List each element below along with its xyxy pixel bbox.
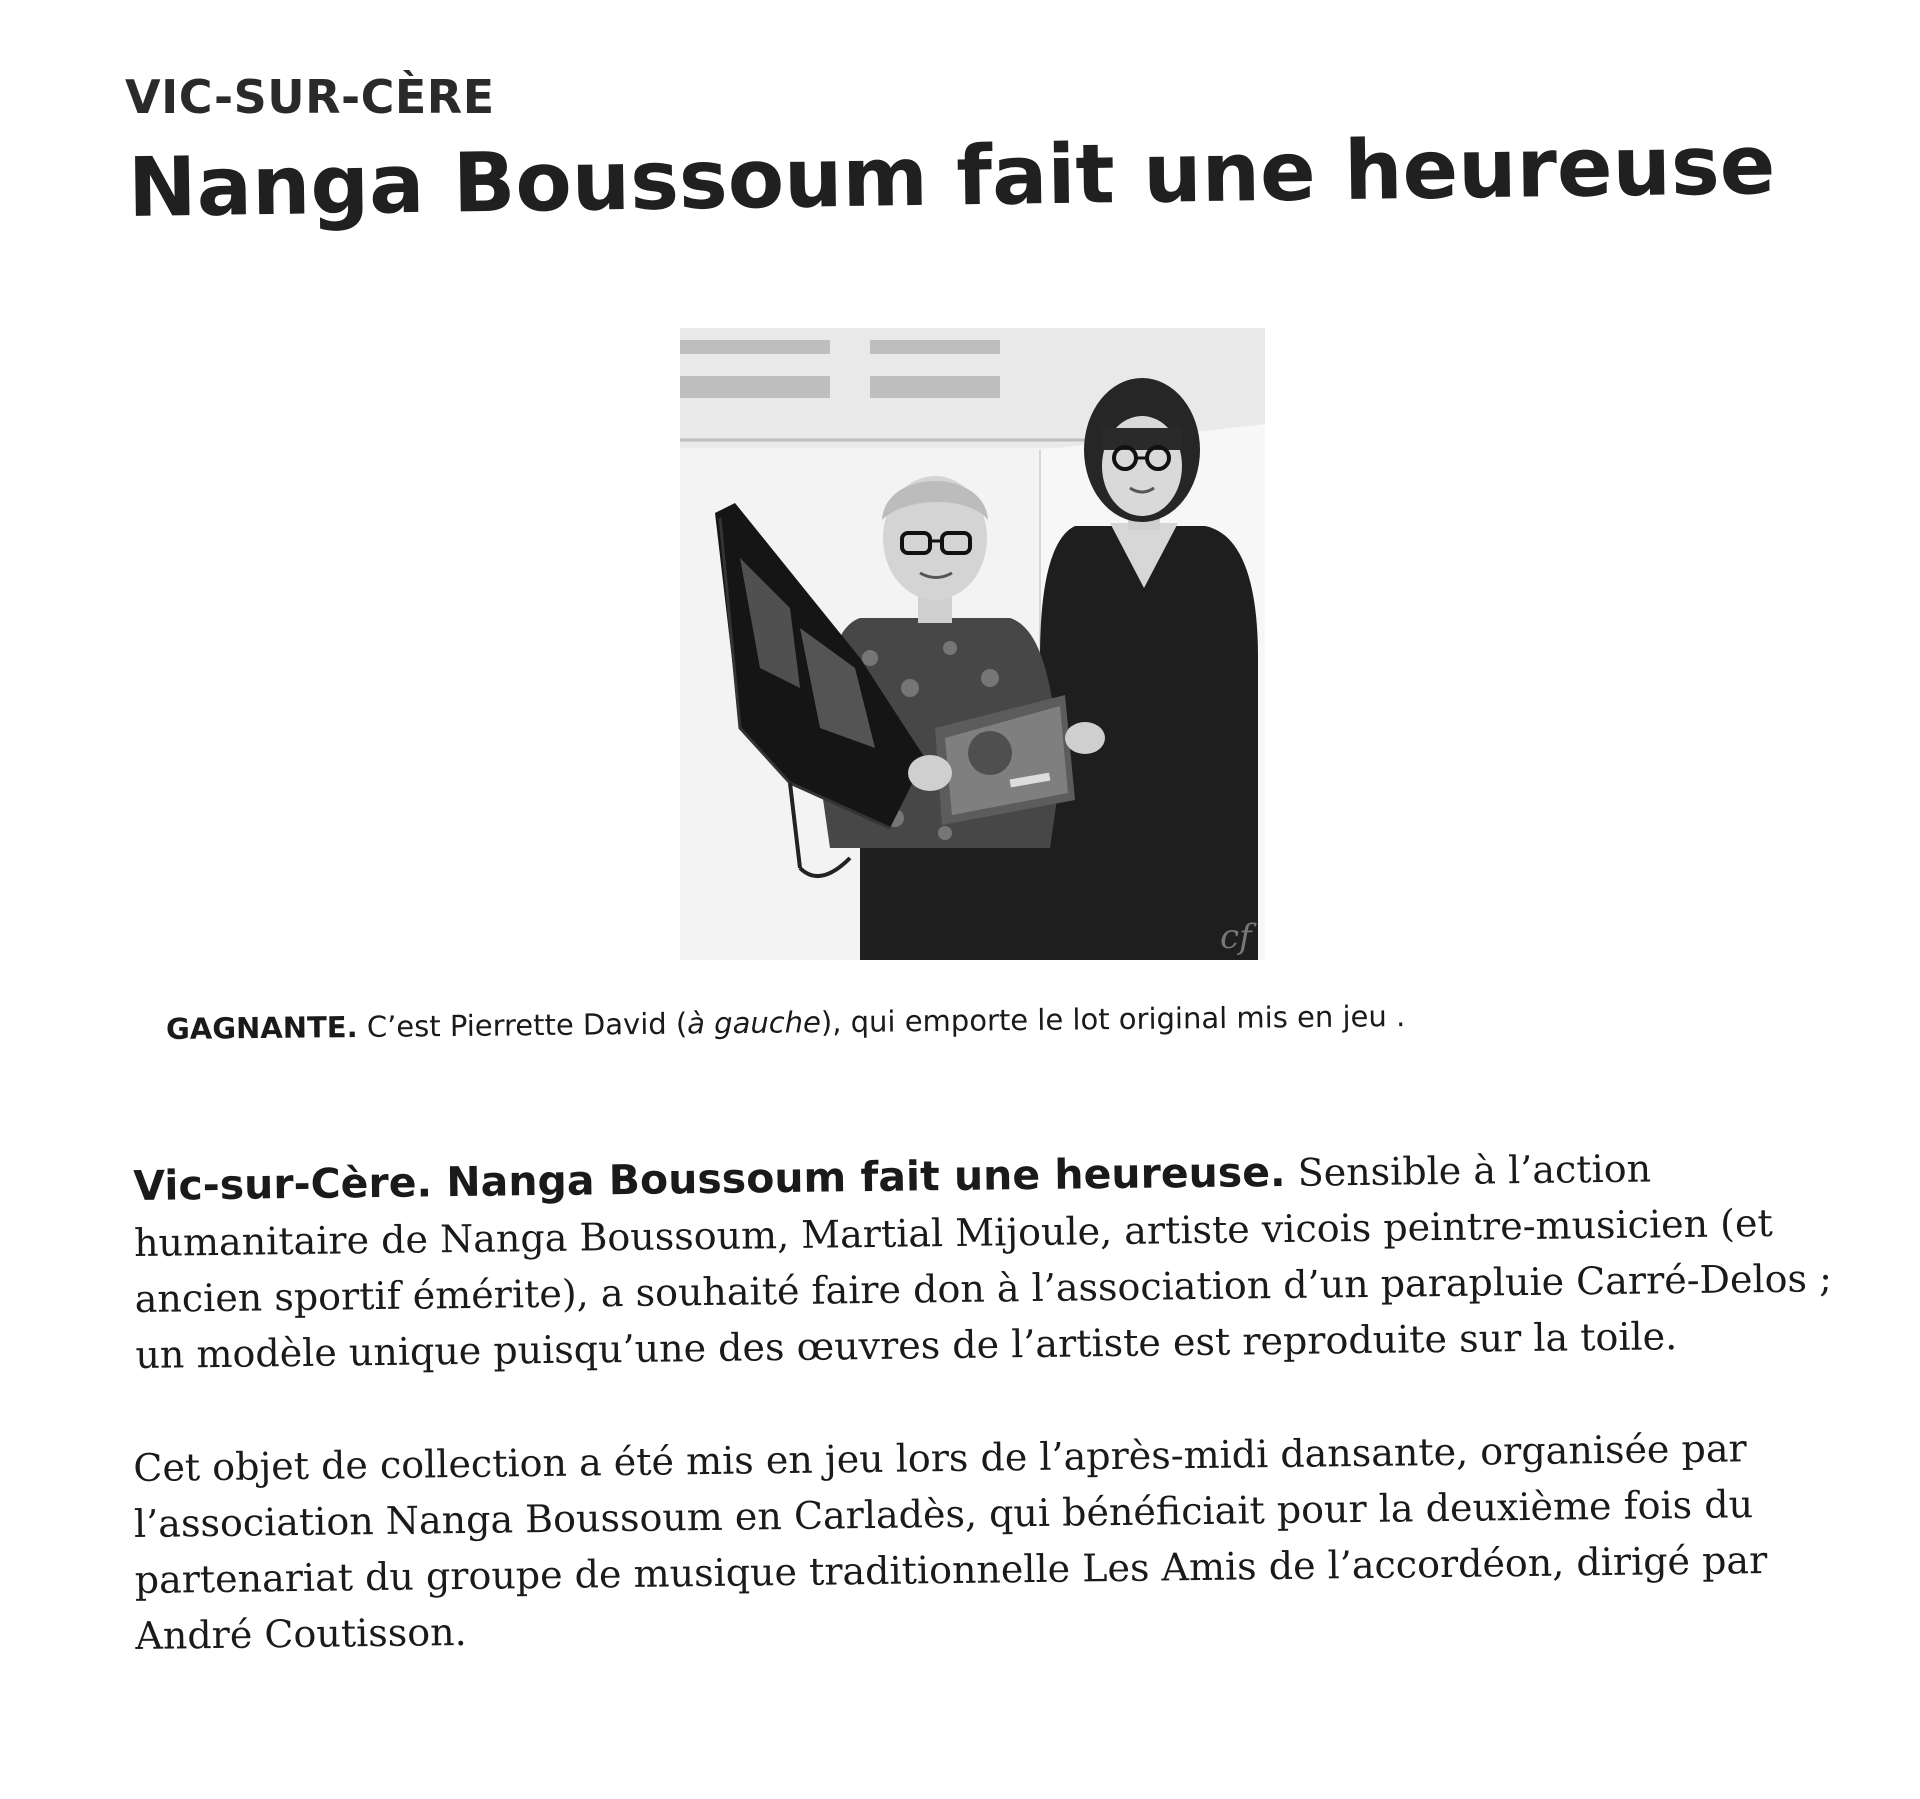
section-kicker: VIC-SUR-CÈRE (125, 70, 495, 124)
article-photo (680, 328, 1265, 960)
photo-illustration (680, 328, 1265, 960)
caption-lead: GAGNANTE. (165, 1009, 358, 1046)
caption-text-before: C’est Pierrette David ( (366, 1006, 688, 1044)
photo-credit-mark: cf (1220, 917, 1252, 957)
paragraph-1-text: Sensible à l’action humanitaire de Nanga Boussoum, Martial Mijoule, artiste vicois peintre-musicien (et ancien sportif émérite), a souhaité faire don à l’association d’un parapluie Carré-Delos ; un modèle unique puisqu’une des œuvres de l’artiste est reproduite sur la toile. (133, 1146, 1833, 1377)
caption-text-after: ), qui emporte le lot original mis en jeu . (820, 999, 1406, 1040)
paragraph-lead: Vic-sur-Cère. Nanga Boussoum fait une heureuse. (133, 1147, 1286, 1210)
article-headline: Nanga Boussoum fait une heureuse (127, 118, 1776, 236)
caption-text-italic: à gauche (687, 1005, 822, 1041)
body-paragraph-2: Cet objet de collection a été mis en jeu lors de l’après-midi dansante, organisée par l’association Nanga Boussoum en Carladès, qui bénéficiait pour la deuxième fois du partenariat du groupe de musique traditionnelle Les Amis de l’accordéon, dirigé par André Coutisson. (133, 1426, 1768, 1658)
body-paragraph-1 (133, 1137, 1836, 1383)
photo-caption (166, 999, 1406, 1046)
